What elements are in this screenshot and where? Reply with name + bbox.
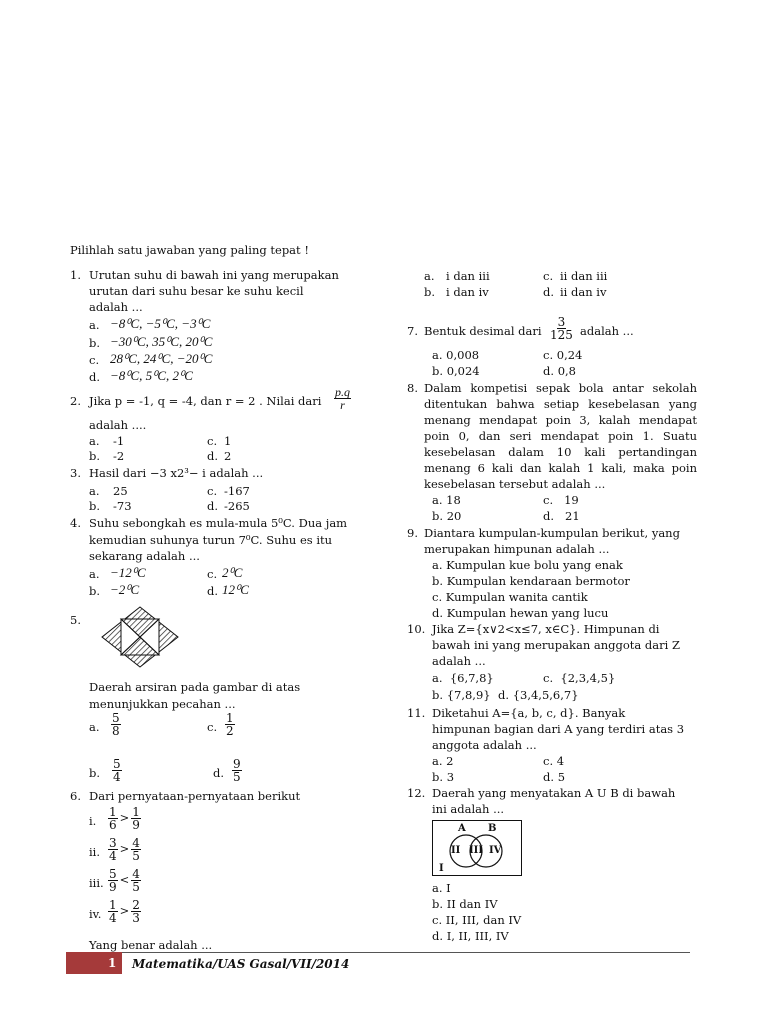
q11-line-3: anggota adalah ...	[432, 738, 537, 752]
q8-option-a: a. 18	[432, 493, 461, 507]
q9-line-2: merupakan himpunan adalah ...	[424, 542, 610, 556]
q6-item-iv-label: iv.	[89, 907, 102, 921]
q7-option-b: b. 0,024	[432, 364, 480, 378]
q10-option-d: d. {3,4,5,6,7}	[498, 688, 579, 702]
q6-option-d: ii dan iv	[560, 285, 607, 299]
q10-option-c: c. {2,3,4,5}	[543, 671, 616, 685]
q12-option-d: d. I, II, III, IV	[432, 929, 509, 943]
q7-after: adalah ...	[580, 324, 634, 338]
q6-option-c: ii dan iii	[560, 269, 608, 283]
q2-option-a: -1	[113, 434, 125, 448]
q1-option-b: −30⁰C, 35⁰C, 20⁰C	[110, 334, 213, 349]
q6-item-iii: $\frac{5}{9}$ < $\frac{4}{5}$	[109, 867, 140, 894]
q8-line-6: menang 6 kali dan kalah 1 kali, maka poin	[424, 461, 697, 475]
q1-number: 1.	[70, 268, 81, 282]
q8-line-5: kesebelasan dalam 10 kali pertandingan	[424, 445, 697, 459]
q6-text: Dari pernyataan-pernyataan berikut	[89, 789, 301, 803]
venn-region-iv: IV	[489, 845, 502, 856]
q1-option-c-label: c.	[89, 353, 100, 367]
q2-fraction: $\frac{p.q}{r}$	[335, 385, 350, 412]
q11-line-2: himpunan bagian dari A yang terdiri atas 3	[432, 722, 685, 736]
footer-title: Matematika/UAS Gasal/VII/2014	[132, 957, 350, 971]
q4-option-b-label: b.	[89, 584, 101, 598]
q12-option-c: c. II, III, dan IV	[432, 913, 522, 927]
q12-number: 12.	[407, 786, 426, 800]
q4-line-2: kemudian suhunya turun 7⁰C. Suhu es itu	[89, 533, 333, 547]
q8-line-7: kesebelasan tersebut adalah ...	[424, 477, 606, 491]
q1-option-b-label: b.	[89, 336, 101, 350]
q12-option-b: b. II dan IV	[432, 897, 498, 911]
venn-region-ii: II	[451, 845, 461, 856]
q10-line-2: bawah ini yang merupakan anggota dari Z	[432, 638, 680, 652]
q5-option-b: $\frac{5}{4}$	[113, 757, 121, 784]
q9-number: 9.	[407, 526, 418, 540]
q4-option-d: 12⁰C	[222, 582, 249, 597]
q6-option-a: i dan iii	[446, 269, 490, 283]
q1-option-a: −8⁰C, −5⁰C, −3⁰C	[110, 316, 211, 331]
q7-number: 7.	[407, 324, 418, 338]
q7-fraction: $\frac{3}{125}$	[550, 315, 573, 342]
q7-text: Bentuk desimal dari	[424, 324, 542, 338]
q5-option-c-label: c.	[207, 720, 218, 734]
q9-option-b: b. Kumpulan kendaraan bermotor	[432, 574, 630, 588]
q5-option-d: $\frac{9}{5}$	[233, 757, 241, 784]
venn-label-b: B	[488, 823, 497, 834]
q1-option-a-label: a.	[89, 318, 100, 332]
q5-number: 5.	[70, 613, 81, 627]
q4-option-b: −2⁰C	[110, 582, 140, 597]
q3-number: 3.	[70, 466, 81, 480]
q5-line-2: menunjukkan pecahan ...	[89, 697, 236, 711]
q6-item-i: $\frac{1}{6}$ > $\frac{1}{9}$	[109, 805, 140, 832]
instruction: Pilihlah satu jawaban yang paling tepat !	[70, 243, 309, 257]
q1-option-c: 28⁰C, 24⁰C, −20⁰C	[110, 351, 213, 366]
q4-option-d-label: d.	[207, 584, 219, 598]
q2-option-a-label: a.	[89, 434, 100, 448]
q2-option-b-label: b.	[89, 449, 101, 463]
q7-option-c: c. 0,24	[543, 348, 583, 362]
q6-item-iii-label: iii.	[89, 876, 104, 890]
q3-option-d: -265	[224, 499, 250, 513]
q3-option-c-label: c.	[207, 484, 218, 498]
q11-option-d: d. 5	[543, 770, 566, 784]
q9-option-d: d. Kumpulan hewan yang lucu	[432, 606, 609, 620]
q10-option-b: b. {7,8,9}	[432, 688, 491, 702]
q8-number: 8.	[407, 381, 418, 395]
q5-line-1: Daerah arsiran pada gambar di atas	[89, 680, 301, 694]
q4-option-a: −12⁰C	[110, 565, 146, 580]
q8-option-c: c. 19	[543, 493, 579, 507]
q11-option-b: b. 3	[432, 770, 455, 784]
q4-option-c-label: c.	[207, 567, 218, 581]
q6-option-b-label: b.	[424, 285, 436, 299]
q7-option-a: a. 0,008	[432, 348, 480, 362]
q6-item-i-label: i.	[89, 814, 97, 828]
footer-divider	[122, 952, 690, 953]
q5-option-c: $\frac{1}{2}$	[226, 711, 234, 738]
venn-label-a: A	[458, 823, 466, 834]
q6-closing: Yang benar adalah ...	[89, 938, 213, 952]
q4-option-a-label: a.	[89, 567, 100, 581]
q2-option-c: 1	[224, 434, 232, 448]
q12-option-a: a. I	[432, 881, 451, 895]
q10-number: 10.	[407, 622, 426, 636]
q2-line-2: adalah ....	[89, 418, 147, 432]
q8-line-3: menang mendapat poin 3, kalah mendapat	[424, 413, 697, 427]
q8-line-4: poin 0, dan seri mendapat poin 1. Suatu	[424, 429, 697, 443]
shaded-square-figure	[100, 605, 180, 669]
q8-line-2: ditentukan bahwa setiap kesebelasan yang	[424, 397, 697, 411]
q3-option-b-label: b.	[89, 499, 101, 513]
q12-line-1: Daerah yang menyatakan A U B di bawah	[432, 786, 676, 800]
q8-option-d: d. 21	[543, 509, 580, 523]
venn-region-iii: III	[469, 845, 484, 856]
q9-option-a: a. Kumpulan kue bolu yang enak	[432, 558, 623, 572]
q3-option-b: -73	[113, 499, 132, 513]
q2-option-c-label: c.	[207, 434, 218, 448]
q7-option-d: d. 0,8	[543, 364, 576, 378]
q5-option-b-label: b.	[89, 766, 101, 780]
q3-option-c: -167	[224, 484, 250, 498]
q6-item-ii-label: ii.	[89, 845, 101, 859]
q4-number: 4.	[70, 516, 81, 530]
q3-option-d-label: d.	[207, 499, 219, 513]
q2-option-d-label: d.	[207, 449, 219, 463]
q10-option-a: a. {6,7,8}	[432, 671, 494, 685]
q2-text: Jika p = -1, q = -4, dan r = 2 . Nilai dari	[89, 394, 322, 408]
q5-option-a: $\frac{5}{8}$	[112, 711, 120, 738]
q11-line-1: Diketahui A={a, b, c, d}. Banyak	[432, 706, 626, 720]
q6-option-c-label: c.	[543, 269, 554, 283]
q3-option-a-label: a.	[89, 484, 100, 498]
venn-region-i: I	[439, 863, 444, 874]
q11-option-a: a. 2	[432, 754, 454, 768]
q9-line-1: Diantara kumpulan-kumpulan berikut, yang	[424, 526, 680, 540]
q6-number: 6.	[70, 789, 81, 803]
q6-option-b: i dan iv	[446, 285, 489, 299]
q8-option-b: b. 20	[432, 509, 462, 523]
q11-option-c: c. 4	[543, 754, 565, 768]
q1-line-3: adalah ...	[89, 300, 143, 314]
q1-line-1: Urutan suhu di bawah ini yang merupakan	[89, 268, 339, 282]
q6-option-a-label: a.	[424, 269, 435, 283]
q6-item-ii: $\frac{3}{4}$ > $\frac{4}{5}$	[109, 836, 140, 863]
q9-option-c: c. Kumpulan wanita cantik	[432, 590, 588, 604]
q3-text: Hasil dari −3 x2³− i adalah ...	[89, 466, 264, 480]
q5-option-a-label: a.	[89, 720, 100, 734]
q8-line-1: Dalam kompetisi sepak bola antar sekolah	[424, 381, 697, 395]
q2-option-d: 2	[224, 449, 232, 463]
q1-line-2: urutan dari suhu besar ke suhu kecil	[89, 284, 304, 298]
q4-line-1: Suhu sebongkah es mula-mula 5⁰C. Dua jam	[89, 516, 348, 530]
q6-item-iv: $\frac{1}{4}$ > $\frac{2}{3}$	[109, 898, 140, 925]
q6-option-d-label: d.	[543, 285, 555, 299]
q4-option-c: 2⁰C	[222, 565, 243, 580]
q1-option-d: −8⁰C, 5⁰C, 2⁰C	[110, 368, 193, 383]
q11-number: 11.	[407, 706, 426, 720]
q2-number: 2.	[70, 394, 81, 408]
q5-option-d-label: d.	[213, 766, 225, 780]
q4-line-3: sekarang adalah ...	[89, 549, 200, 563]
q10-line-3: adalah ...	[432, 654, 486, 668]
q12-line-2: ini adalah ...	[432, 802, 505, 816]
q3-option-a: 25	[113, 484, 128, 498]
q1-option-d-label: d.	[89, 370, 101, 384]
q10-line-1: Jika Z={x∨2<x≤7, x∈C}. Himpunan di	[432, 622, 660, 636]
page-number: 1	[108, 956, 117, 970]
q2-option-b: -2	[113, 449, 125, 463]
